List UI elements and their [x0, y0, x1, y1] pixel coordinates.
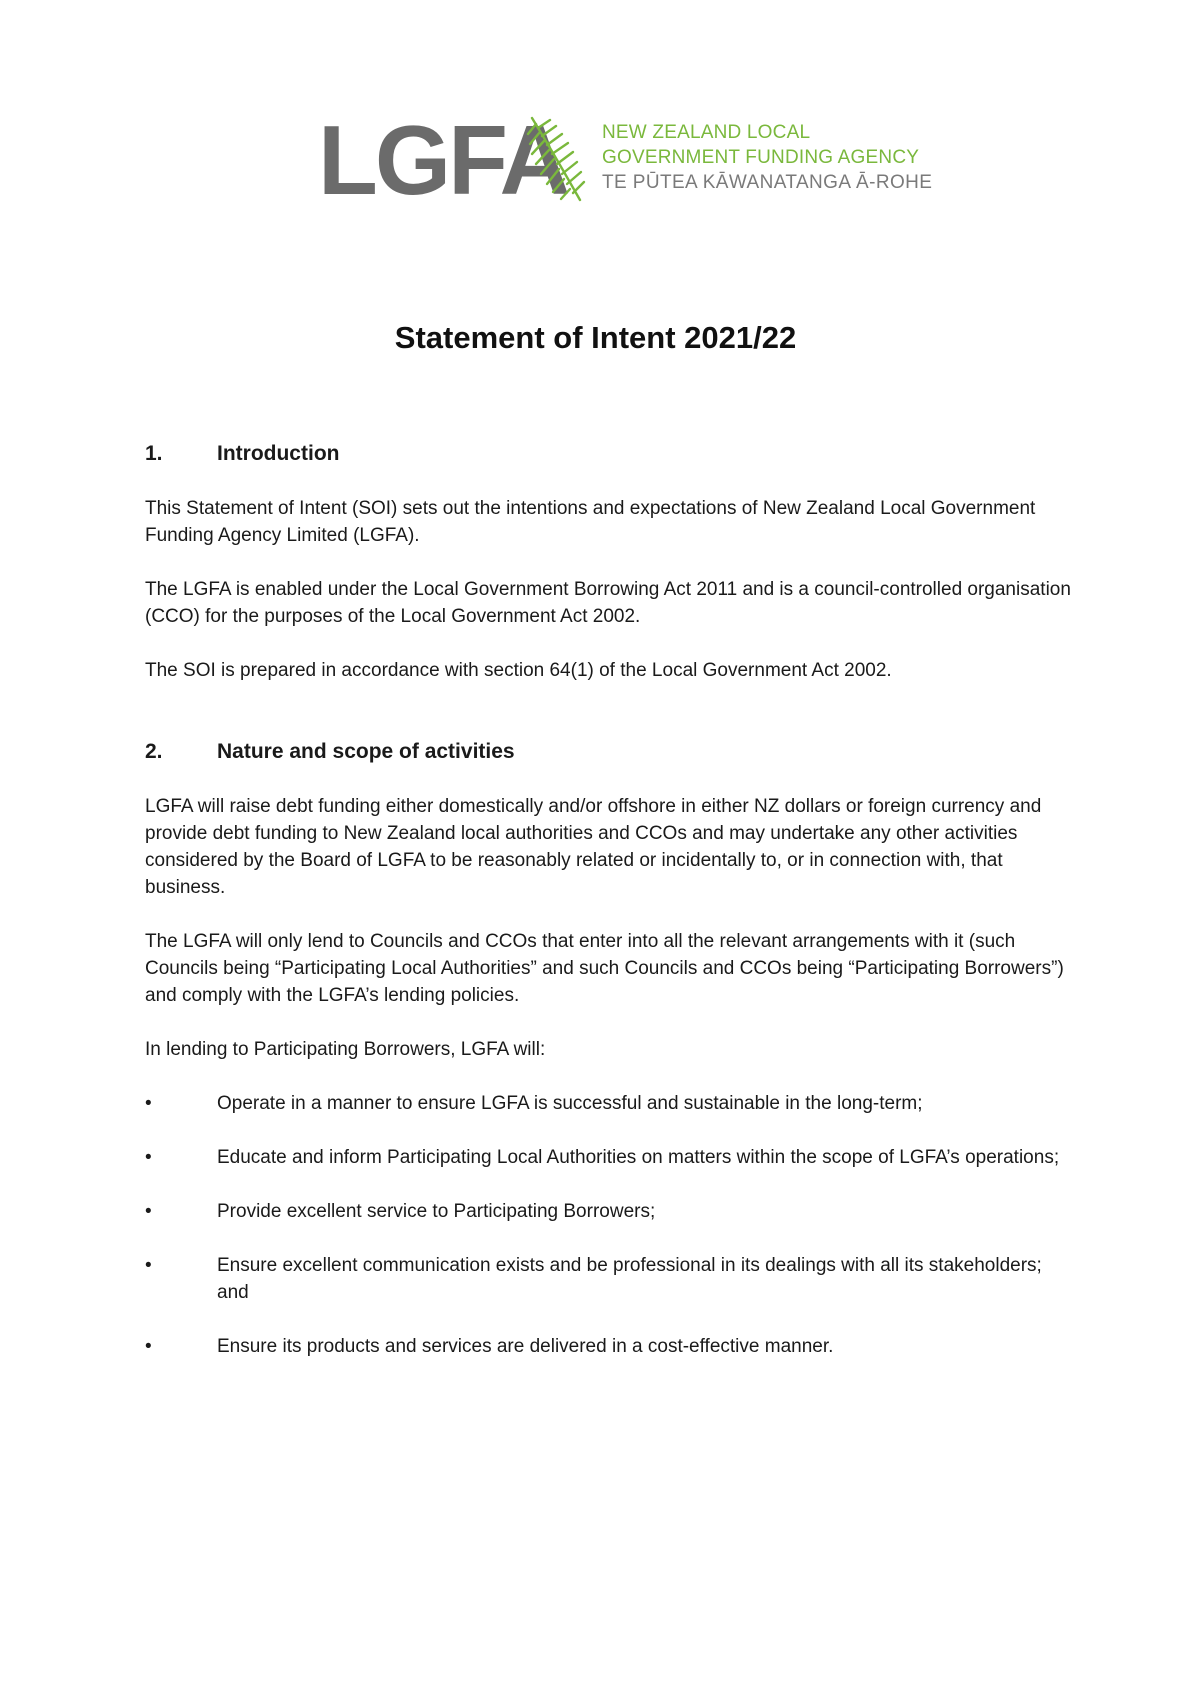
section-title: Introduction: [217, 442, 340, 465]
list-item-text: Ensure its products and services are delivered in a cost-effective manner.: [217, 1336, 834, 1357]
bullet-glyph: •: [145, 1147, 152, 1168]
list-item: [145, 1144, 1075, 1171]
logo-wordmark: LGFA: [318, 105, 568, 215]
bullet-glyph: •: [145, 1093, 152, 1114]
paragraph: This Statement of Intent (SOI) sets out the intentions and expectations of New Zealand Local Government Funding Agency Limited (LGFA).: [145, 498, 1036, 546]
logo-line-1: NEW ZEALAND LOCAL: [602, 122, 811, 143]
section-heading-nature-and-scope: [145, 738, 1075, 766]
list-item: [145, 1090, 1075, 1117]
paragraph: LGFA will raise debt funding either domestically and/or offshore in either NZ dollars or foreign currency and provide debt funding to New Zealand local authorities and CCOs and may undertake any other activities considered by the Board of LGFA to be reasonably related or incidentally to, or in connection with, that business.: [145, 796, 1042, 898]
bullet-glyph: •: [145, 1201, 152, 1222]
bullet-list: [145, 1090, 1075, 1360]
bullet-glyph: •: [145, 1336, 152, 1357]
bullet-glyph: •: [145, 1255, 152, 1276]
section-title: Nature and scope of activities: [217, 740, 515, 763]
logo-line-2: GOVERNMENT FUNDING AGENCY: [602, 147, 920, 168]
paragraph: The SOI is prepared in accordance with section 64(1) of the Local Government Act 2002.: [145, 660, 892, 681]
paragraph: The LGFA will only lend to Councils and CCOs that enter into all the relevant arrangements with it (such Councils being “Participating Local Authorities” and such Councils and CCOs being “Participating Borrowers”) and comply with the LGFA’s lending policies.: [145, 931, 1064, 1006]
lgfa-logo: [318, 105, 933, 215]
logo-line-3: TE PŪTEA KĀWANATANGA Ā-ROHE: [602, 172, 933, 193]
document-title: Statement of Intent 2021/22: [394, 320, 797, 355]
section-number: 1.: [145, 442, 163, 465]
list-item: [145, 1252, 1075, 1306]
list-item: [145, 1198, 1075, 1225]
list-item: [145, 1333, 1075, 1360]
list-item-text: Ensure excellent communication exists and be professional in its dealings with all its stakeholders; and: [217, 1255, 1042, 1303]
paragraph: The LGFA is enabled under the Local Government Borrowing Act 2011 and is a council-controlled organisation (CCO) for the purposes of the Local Government Act 2002.: [145, 579, 1071, 627]
fern-icon: [524, 114, 596, 204]
logo-agency-name: [602, 120, 932, 195]
list-item-text: Provide excellent service to Participating Borrowers;: [217, 1201, 656, 1222]
paragraph: In lending to Participating Borrowers, LGFA will:: [145, 1039, 546, 1060]
document-body: [145, 440, 1075, 1387]
section-heading-introduction: [145, 440, 1075, 468]
section-number: 2.: [145, 740, 163, 763]
list-item-text: Educate and inform Participating Local Authorities on matters within the scope of LGFA’s operations;: [217, 1147, 1060, 1168]
list-item-text: Operate in a manner to ensure LGFA is successful and sustainable in the long-term;: [217, 1093, 923, 1114]
